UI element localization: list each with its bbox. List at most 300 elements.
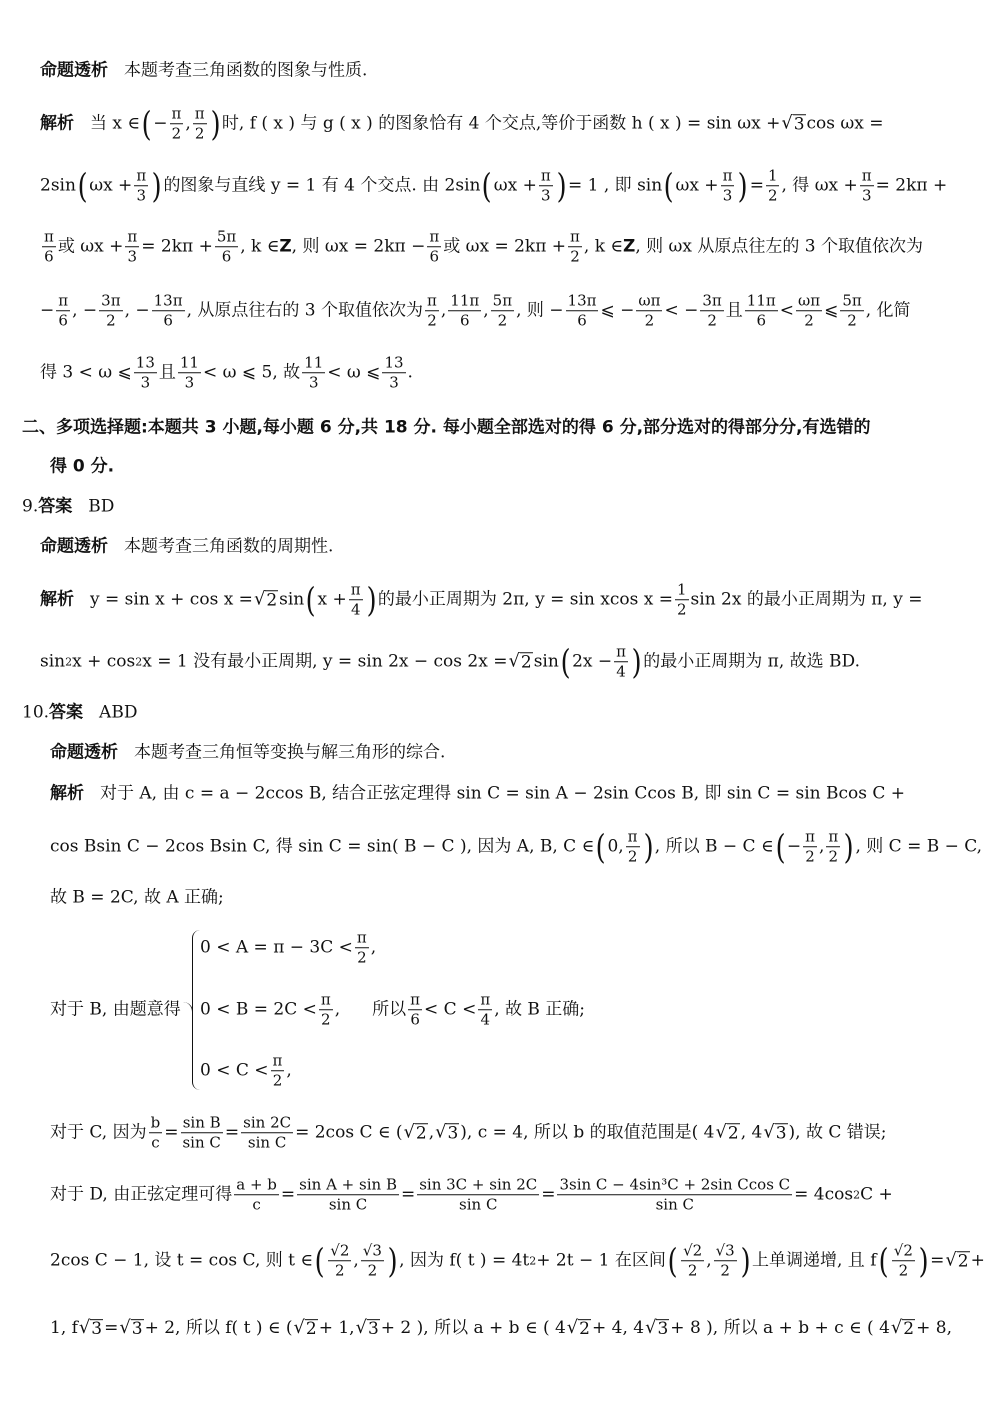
bold-label: Z	[279, 236, 292, 257]
math-text: ABD	[99, 702, 138, 723]
right-paren: )	[843, 827, 854, 867]
radicand: 2	[957, 1251, 969, 1272]
radicand: 3	[131, 1319, 143, 1340]
math-text: −	[786, 836, 802, 857]
fraction-denominator: 2	[570, 247, 580, 266]
fraction-denominator: 3	[127, 247, 138, 266]
square-root	[891, 1319, 915, 1339]
fraction-numerator: 5π	[840, 292, 863, 311]
fraction-denominator: 3	[861, 186, 872, 205]
math-text: 对于 C, 因为	[50, 1122, 147, 1143]
radicand: 2	[305, 1319, 317, 1340]
right-paren: )	[631, 642, 642, 682]
math-text: ,	[370, 937, 377, 958]
math-text: ), 故 C 错误;	[788, 1122, 887, 1143]
fraction-denominator: 4	[350, 600, 361, 619]
radical-sign: √	[781, 112, 793, 134]
math-text: 1, f	[50, 1318, 78, 1339]
math-text: ωx +	[493, 175, 537, 196]
radicand: 2	[903, 1319, 915, 1340]
square-root	[945, 1251, 969, 1271]
fraction-numerator: π	[427, 228, 441, 247]
fraction	[134, 354, 157, 392]
fraction-denominator: 2	[644, 311, 655, 330]
radicand: 2	[520, 652, 532, 673]
fraction-numerator: √3	[714, 1242, 737, 1261]
math-text: =	[164, 1122, 179, 1143]
radical-sign: √	[293, 1317, 305, 1339]
fraction-denominator: sin C	[459, 1195, 498, 1214]
math-text: < C <	[424, 999, 477, 1020]
math-text: , 因为 f( t ) = 4t	[399, 1250, 530, 1271]
math-text: , 则 −	[516, 300, 564, 321]
fraction	[840, 292, 863, 330]
radical-sign: √	[566, 1317, 579, 1339]
left-paren: (	[314, 1241, 325, 1281]
fraction-denominator: sin C	[655, 1195, 694, 1214]
square-root	[435, 1123, 459, 1143]
fraction-numerator: 3sin C − 4sin³C + 2sin Ccos C	[557, 1176, 792, 1195]
fraction-denominator: 6	[756, 311, 767, 330]
math-text: =	[104, 1318, 119, 1339]
square-root	[645, 1319, 669, 1339]
radical-sign: √	[715, 1121, 727, 1143]
text-line-l10	[40, 536, 334, 557]
math-text: 当 x ∈	[90, 113, 140, 134]
math-text: sin 2x 的最小正周期为 π, y =	[690, 589, 923, 610]
text-line-l22	[50, 1114, 887, 1152]
fraction-denominator: 2	[627, 847, 638, 866]
math-text: = 2cos C ∈ (	[295, 1122, 403, 1143]
right-paren: )	[556, 166, 567, 206]
text-line-l11	[40, 581, 923, 619]
math-text: 2x −	[572, 651, 613, 672]
math-text: + 2, 所以 f( t ) ∈ (	[144, 1318, 293, 1339]
fraction	[152, 292, 185, 330]
fraction-denominator: 4	[616, 662, 626, 681]
fraction-numerator: π	[42, 228, 56, 247]
math-text: = 2kπ +	[875, 175, 948, 196]
fraction	[215, 228, 238, 266]
math-text: , k ∈	[583, 236, 623, 257]
text-line-l25	[50, 1319, 952, 1339]
square-root	[79, 1319, 103, 1339]
math-text: , 所以 B − C ∈	[654, 836, 774, 857]
square-root	[781, 114, 805, 134]
math-text: , 则 ωx 从原点往左的 3 个取值依次为	[635, 236, 924, 257]
fraction	[745, 292, 778, 330]
fraction-numerator: π	[860, 167, 874, 186]
square-root	[119, 1319, 143, 1339]
math-text: < −	[664, 300, 699, 321]
radicand: 2	[266, 590, 278, 611]
fraction-denominator: 2	[828, 847, 839, 866]
fraction	[193, 105, 207, 143]
math-text: ,	[440, 300, 447, 321]
math-text: x +	[317, 589, 347, 610]
superscript: 2	[65, 655, 73, 669]
fraction-numerator: π	[319, 991, 333, 1010]
fraction-denominator: 6	[410, 1010, 420, 1029]
text-line-l3	[40, 167, 947, 205]
fraction-numerator: sin 2C	[241, 1114, 293, 1133]
fraction	[721, 167, 735, 205]
fraction-numerator: 11	[178, 354, 201, 373]
fraction-denominator: 2	[676, 600, 687, 619]
text-line-l14	[50, 742, 446, 763]
math-text: = 1 , 即 sin	[567, 175, 663, 196]
math-text: 或 ωx +	[57, 236, 124, 257]
left-paren: (	[560, 642, 571, 682]
radical-sign: √	[435, 1121, 447, 1143]
math-text: , 得 ωx +	[781, 175, 858, 196]
math-text: =	[280, 1184, 296, 1205]
math-text: ,	[334, 999, 341, 1020]
fraction	[681, 1242, 704, 1280]
fraction	[626, 828, 640, 866]
fraction-denominator: 3	[136, 186, 147, 205]
math-text: 9.	[22, 496, 39, 517]
fraction-numerator: π	[539, 167, 553, 186]
square-root	[254, 590, 278, 610]
fraction-denominator: 4	[480, 1010, 491, 1029]
radicand: 2	[727, 1123, 739, 1144]
fraction	[478, 991, 492, 1029]
text-line-l24	[50, 1242, 985, 1280]
fraction-denominator: 3	[184, 373, 195, 392]
math-text: =	[541, 1184, 556, 1205]
square-root	[403, 1123, 427, 1143]
right-paren: )	[643, 827, 654, 867]
square-root	[508, 652, 532, 672]
fraction-denominator: 2	[804, 311, 814, 330]
text-line-l16	[50, 828, 982, 866]
math-text: =	[930, 1250, 945, 1271]
fraction-denominator: sin C	[247, 1133, 287, 1152]
math-text: + 8,	[916, 1318, 952, 1339]
square-root	[567, 1319, 591, 1339]
math-text: <	[779, 300, 794, 321]
bold-label: 命题透析	[40, 60, 108, 81]
fraction-denominator: 3	[140, 373, 151, 392]
fraction-numerator: ωπ	[636, 292, 662, 311]
fraction	[675, 581, 689, 619]
radicand: 2	[579, 1319, 590, 1340]
fraction-denominator: 2	[687, 1261, 698, 1280]
text-line-l21	[200, 1052, 292, 1090]
math-text: 对于 B, 由题意得	[50, 999, 181, 1020]
fraction-numerator: π	[193, 105, 207, 124]
fraction	[178, 354, 201, 392]
math-text: 0 < C <	[200, 1060, 269, 1081]
fraction-numerator: 13π	[566, 292, 599, 311]
math-text: x + cos	[72, 651, 136, 672]
math-text: 0 < A = π − 3C <	[200, 937, 353, 958]
fraction-denominator: 3	[308, 373, 319, 392]
fraction-numerator: π	[170, 105, 184, 124]
math-text: , k ∈	[240, 236, 280, 257]
radical-sign: √	[403, 1121, 415, 1143]
radical-sign: √	[119, 1317, 131, 1339]
math-text: , 故 B 正确;	[494, 999, 586, 1020]
left-paren: (	[305, 580, 316, 620]
fraction	[425, 292, 439, 330]
math-text: 故 B = 2C, 故 A 正确;	[50, 887, 224, 908]
bold-label: 解析	[40, 113, 74, 134]
math-text: ,	[286, 1060, 292, 1081]
fraction	[448, 292, 481, 330]
text-line-l19	[50, 999, 181, 1020]
fraction	[349, 581, 363, 619]
right-paren: )	[918, 1241, 929, 1281]
math-text: 或 ωx = 2kπ +	[443, 236, 567, 257]
fraction-numerator: a + b	[234, 1176, 279, 1195]
math-text: ,	[818, 836, 825, 857]
math-text: sin	[40, 651, 66, 672]
fraction-denominator: 2	[171, 124, 182, 143]
fraction-denominator: 2	[194, 124, 205, 143]
fraction	[568, 228, 582, 266]
text-line-l4	[40, 228, 923, 266]
fraction-numerator: 11π	[745, 292, 778, 311]
math-text: + 2t − 1 在区间	[536, 1250, 666, 1271]
fraction-numerator: sin B	[181, 1114, 223, 1133]
math-text: ,	[706, 1250, 712, 1271]
fraction	[134, 167, 148, 205]
superscript: 2	[135, 655, 143, 669]
math-text: 时, f ( x ) 与 g ( x ) 的图象恰有 4 个交点,等价于函数 h ( x ) = sin ωx +	[221, 113, 781, 134]
text-line-l17	[50, 887, 224, 908]
radicand: 3	[367, 1319, 379, 1340]
left-paren: (	[77, 166, 88, 206]
fraction	[860, 167, 874, 205]
fraction-numerator: √2	[328, 1242, 351, 1261]
radical-sign: √	[945, 1249, 957, 1271]
math-text: + 8 ), 所以 a + b + c ∈ ( 4	[670, 1318, 890, 1339]
math-text: ωx +	[89, 175, 133, 196]
math-text: ,	[185, 113, 191, 134]
right-paren: )	[210, 104, 221, 144]
fraction-denominator: 2	[767, 186, 778, 205]
fraction-numerator: sin 3C + sin 2C	[417, 1176, 539, 1195]
math-text: , 4	[740, 1122, 763, 1143]
text-line-l15	[50, 783, 906, 804]
math-text: , 化简	[865, 300, 911, 321]
radical-sign: √	[508, 650, 520, 672]
text-line-l2	[40, 105, 884, 143]
fraction	[614, 643, 628, 681]
fraction-numerator: π	[568, 228, 582, 247]
fraction-denominator: 3	[541, 186, 551, 205]
right-paren: )	[151, 166, 162, 206]
math-text: ,	[428, 1122, 435, 1143]
fraction-denominator: 2	[427, 311, 437, 330]
math-text: = 2kπ +	[141, 236, 213, 257]
left-paren: (	[663, 166, 674, 206]
fraction	[636, 292, 662, 330]
math-text: 10.	[22, 702, 50, 723]
radicand: 2	[415, 1123, 427, 1144]
text-line-l8	[50, 456, 115, 477]
radical-sign: √	[355, 1317, 367, 1339]
bold-label: 命题透析	[40, 536, 108, 557]
math-text: 本题考查三角函数的周期性.	[124, 536, 334, 557]
fraction-numerator: π	[614, 643, 628, 662]
fraction	[42, 228, 56, 266]
math-text: =	[400, 1184, 416, 1205]
radical-sign: √	[78, 1317, 91, 1339]
left-paren: (	[878, 1241, 889, 1281]
fraction-denominator: 3	[389, 373, 399, 392]
fraction-numerator: 13	[134, 354, 157, 373]
fraction	[328, 1242, 351, 1280]
fraction-denominator: c	[252, 1195, 261, 1214]
fraction-denominator: 6	[221, 247, 232, 266]
bold-label: 二、多项选择题:本题共 3 小题,每小题 6 分,共 18 分. 每小题全部选对的得 6 分,部分选对的得部分分,有选错的	[22, 417, 871, 438]
fraction-denominator: 2	[321, 1010, 331, 1029]
fraction	[180, 1114, 222, 1152]
fraction-numerator: π	[355, 929, 369, 948]
text-line-l7	[22, 417, 871, 438]
fraction-numerator: π	[134, 167, 148, 186]
math-text: 本题考查三角函数的图象与性质.	[124, 60, 368, 81]
fraction-numerator: 13	[382, 354, 405, 373]
math-text: 且	[725, 300, 743, 321]
math-text: 所以	[372, 999, 407, 1020]
fraction-numerator: 1	[675, 581, 689, 600]
math-text: , 从原点往右的 3 个取值依次为	[186, 300, 424, 321]
right-paren: )	[740, 1241, 751, 1281]
fraction-numerator: 13π	[152, 292, 185, 311]
fraction-denominator: sin C	[182, 1133, 221, 1152]
fraction	[557, 1176, 792, 1214]
math-text: 2cos C − 1, 设 t = cos C, 则 t ∈	[50, 1250, 313, 1271]
fraction-denominator: 2	[335, 1261, 345, 1280]
fraction	[427, 228, 441, 266]
text-line-l9	[22, 496, 115, 517]
right-paren: )	[738, 166, 749, 206]
fraction-denominator: 6	[163, 311, 173, 330]
fraction-numerator: ωπ	[796, 292, 822, 311]
math-text: x = 1 没有最小正周期, y = sin 2x − cos 2x =	[142, 651, 508, 672]
math-text: ), c = 4, 所以 b 的取值范围是( 4	[460, 1122, 715, 1143]
fraction-numerator: sin A + sin B	[297, 1176, 399, 1195]
math-text: sin	[279, 589, 305, 610]
fraction	[796, 292, 822, 330]
superscript: 2	[529, 1254, 537, 1268]
fraction	[408, 991, 422, 1029]
fraction-denominator: 3	[722, 186, 733, 205]
math-text: ,	[353, 1250, 359, 1271]
fraction-denominator: 2	[272, 1071, 283, 1090]
math-text: C +	[860, 1184, 893, 1205]
fraction	[241, 1114, 293, 1152]
math-text: .	[407, 362, 413, 383]
math-text: y = sin x + cos x =	[90, 589, 253, 610]
fraction-denominator: 2	[367, 1261, 378, 1280]
fraction-denominator: 6	[429, 247, 440, 266]
radicand: 3	[91, 1319, 103, 1340]
math-text: =	[224, 1122, 240, 1143]
fraction-denominator: 2	[497, 311, 508, 330]
fraction-numerator: 1	[766, 167, 780, 186]
fraction	[539, 167, 553, 205]
fraction-numerator: 5π	[215, 228, 238, 247]
math-text: −	[153, 113, 168, 134]
fraction-denominator: 2	[805, 847, 815, 866]
math-text: 对于 A, 由 c = a − 2ccos B, 结合正弦定理得 sin C = sin A − 2sin Ccos B, 即 sin C = sin Bcos C +	[100, 783, 906, 804]
fraction-numerator: √2	[681, 1242, 704, 1261]
fraction	[319, 991, 333, 1029]
math-text: 的最小正周期为 π, 故选 BD.	[643, 651, 860, 672]
fraction	[417, 1176, 539, 1214]
radicand: 3	[657, 1319, 669, 1340]
left-paren: (	[482, 166, 493, 206]
fraction	[355, 929, 369, 967]
bold-label: 解析	[50, 783, 84, 804]
math-text: 本题考查三角恒等变换与解三角形的综合.	[134, 742, 446, 763]
math-text: = 4cos	[794, 1184, 854, 1205]
fraction-numerator: 11π	[448, 292, 481, 311]
math-text: 0,	[607, 836, 624, 857]
left-paren: (	[595, 827, 606, 867]
text-line-l20	[200, 991, 585, 1029]
left-paren: (	[667, 1241, 678, 1281]
text-line-l13	[22, 702, 138, 723]
fraction-numerator: 3π	[700, 292, 723, 311]
left-paren: (	[141, 104, 152, 144]
fraction-denominator: sin C	[328, 1195, 368, 1214]
fraction-denominator: 6	[58, 311, 68, 330]
radicand: 3	[793, 114, 805, 135]
square-root	[356, 1319, 380, 1339]
bold-label: 答案	[49, 702, 84, 723]
fraction	[99, 292, 122, 330]
fraction	[491, 292, 514, 330]
text-line-l18	[200, 929, 376, 967]
math-text: sin	[533, 651, 559, 672]
text-line-l23	[50, 1176, 893, 1214]
math-text: +	[970, 1250, 985, 1271]
fraction-denominator: 2	[707, 311, 717, 330]
fraction-numerator: π	[721, 167, 735, 186]
fraction-numerator: π	[125, 228, 139, 247]
math-text: , 则 C = B − C,	[855, 836, 983, 857]
fraction-denominator: 6	[44, 247, 54, 266]
bold-label: 答案	[38, 496, 73, 517]
fraction-numerator: π	[803, 828, 817, 847]
square-root	[293, 1319, 317, 1339]
fraction-numerator: √2	[892, 1242, 915, 1261]
fraction-numerator: π	[271, 1052, 285, 1071]
math-text: 0 < B = 2C <	[200, 999, 317, 1020]
math-text: < ω ⩽ 5, 故	[202, 362, 301, 383]
fraction-denominator: 2	[898, 1261, 909, 1280]
right-paren: )	[366, 580, 377, 620]
math-text: 的最小正周期为 2π, y = sin xcos x =	[377, 589, 673, 610]
radicand: 3	[775, 1123, 787, 1144]
math-text: 得 3 < ω ⩽	[40, 362, 132, 383]
math-text: , −	[72, 300, 98, 321]
text-line-l6	[40, 354, 413, 392]
right-paren: )	[387, 1241, 398, 1281]
bold-label: Z	[623, 236, 636, 257]
radical-sign: √	[890, 1317, 903, 1339]
fraction	[149, 1114, 163, 1152]
bold-label: 得 0 分.	[50, 456, 115, 477]
math-text: + 4, 4	[592, 1318, 645, 1339]
fraction	[892, 1242, 915, 1280]
